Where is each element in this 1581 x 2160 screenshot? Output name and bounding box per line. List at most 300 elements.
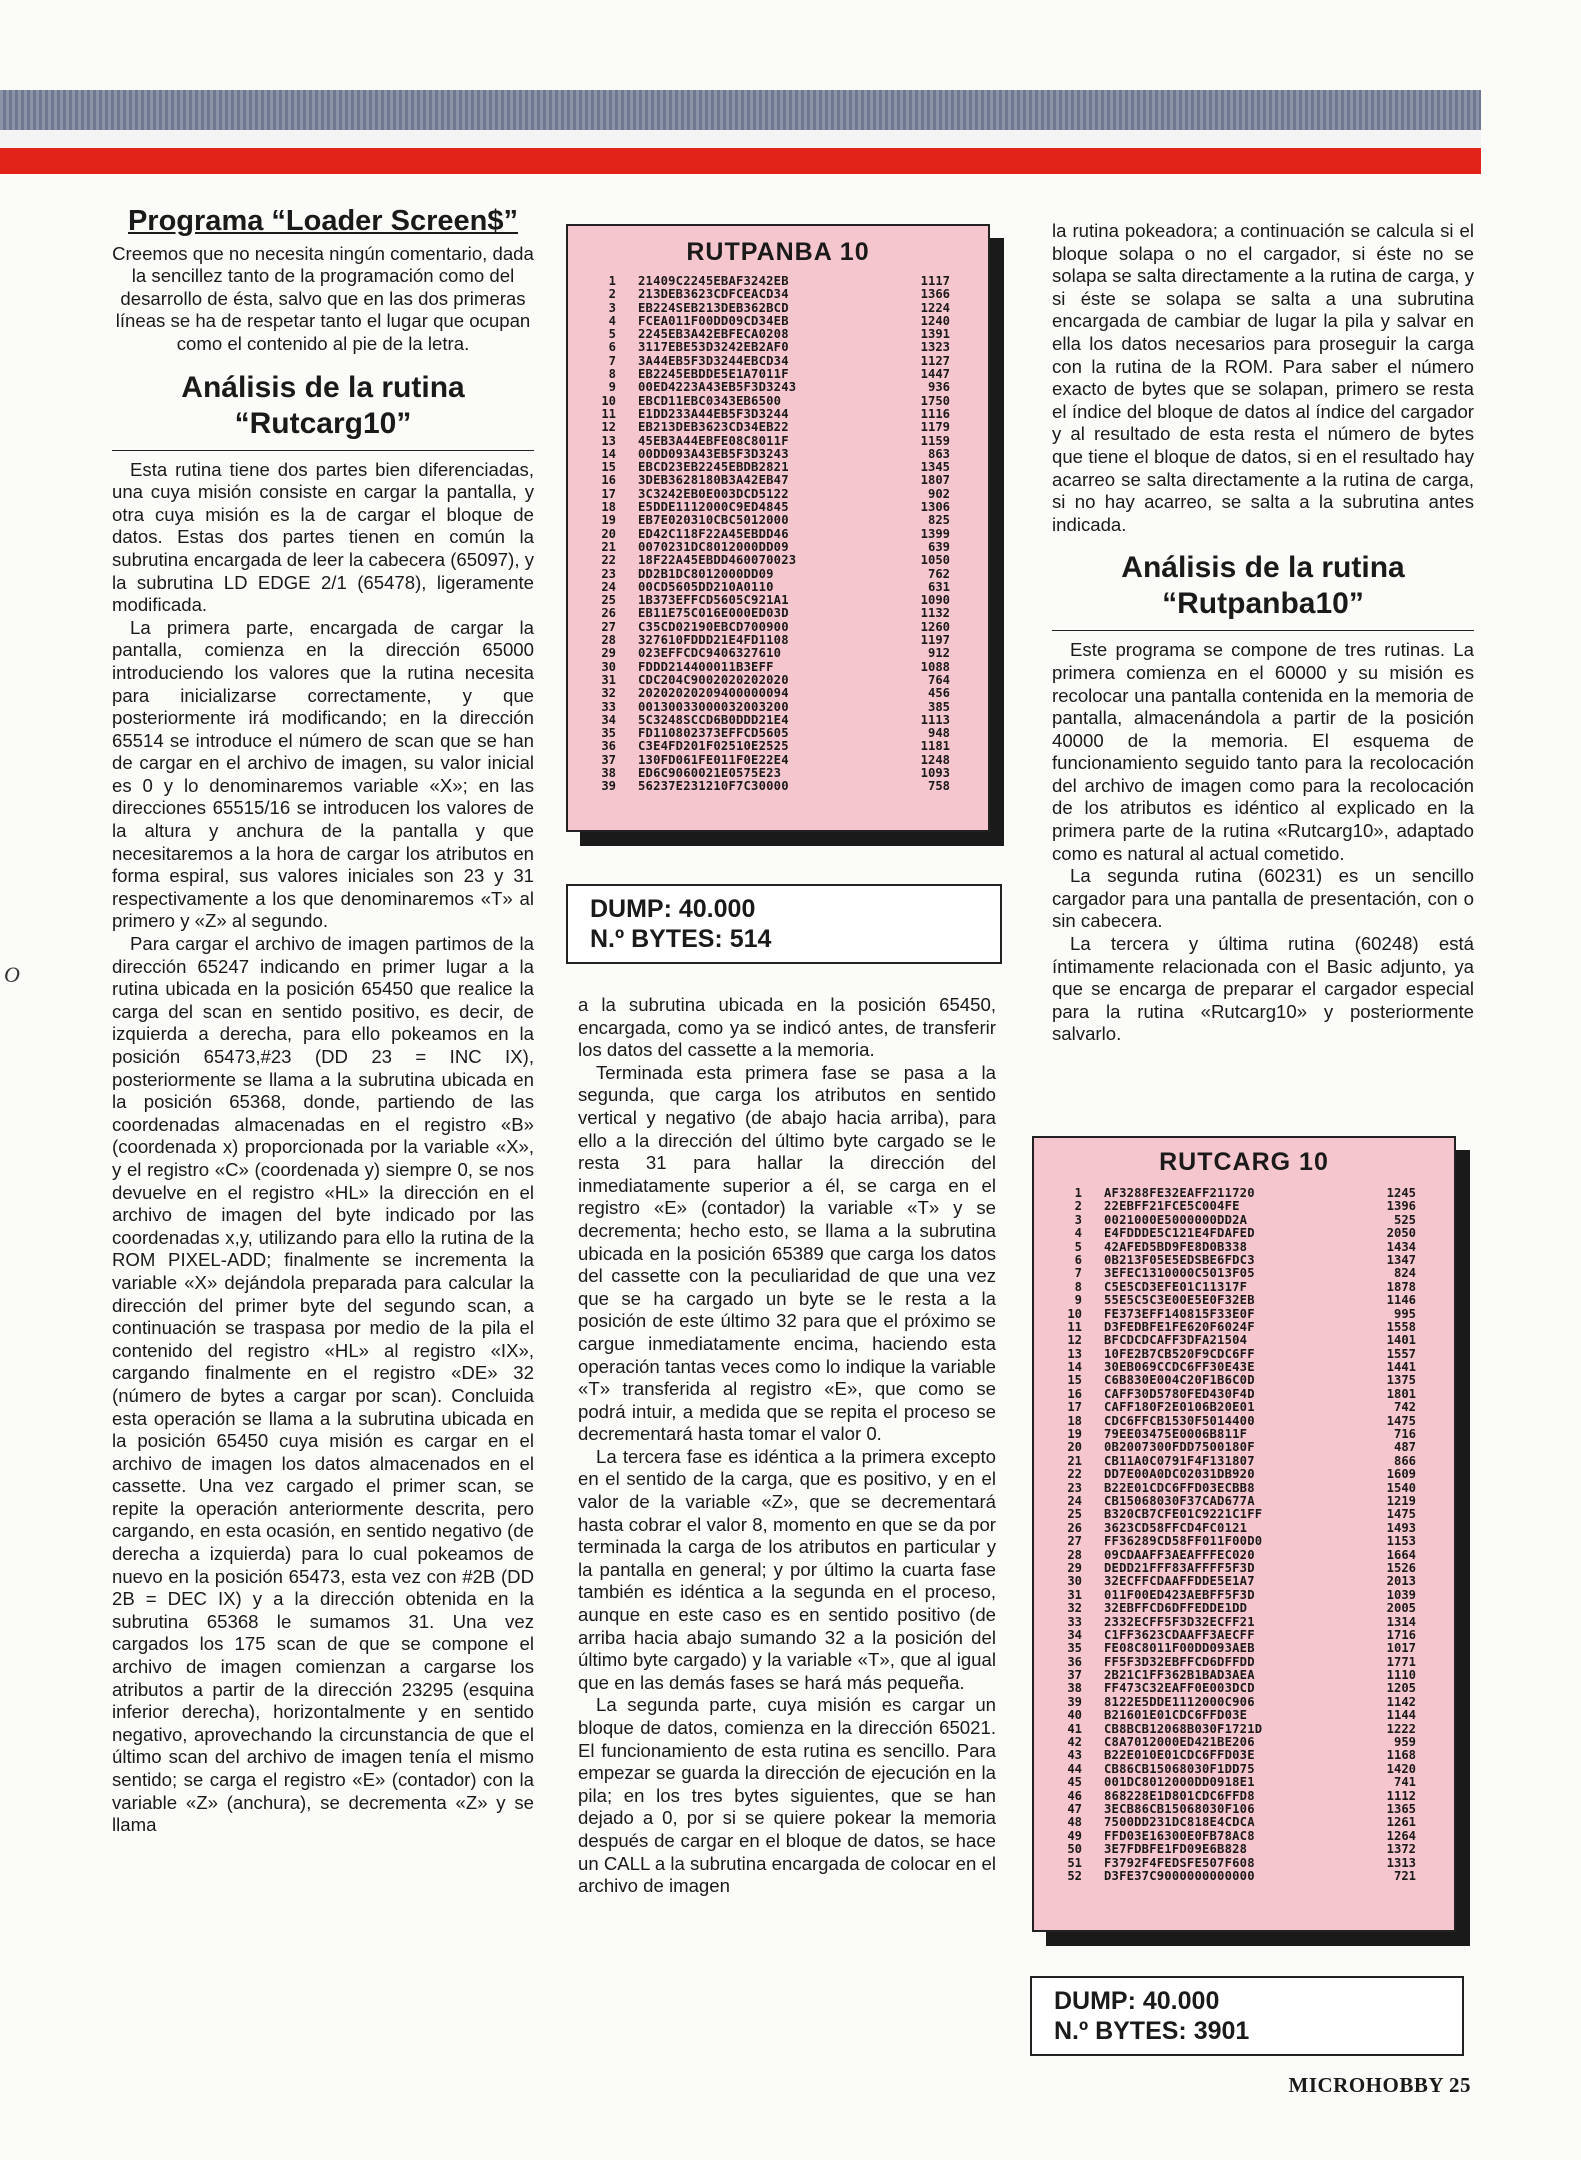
- line-number: 6: [1074, 1252, 1082, 1267]
- listing-line: [578, 661, 988, 674]
- line-number: 23: [1067, 1480, 1082, 1495]
- checksum: 758: [927, 779, 950, 794]
- hex-data: 00130033000032003200: [638, 699, 789, 714]
- listing-line: [1044, 1696, 1454, 1709]
- line-number: 28: [601, 633, 616, 648]
- checksum: 1222: [1386, 1721, 1416, 1736]
- line-number: 45: [1067, 1775, 1082, 1790]
- line-number: 25: [1067, 1507, 1082, 1522]
- checksum: 1306: [920, 500, 950, 515]
- line-number: 13: [1067, 1346, 1082, 1361]
- paragraph: La tercera fase es idéntica a la primera excepto en el sentido de la carga, que es positivo, y en el valor de la variable «Z», que se decrementará hasta cobrar el valor 8, momento en que se da por terminada la carga de los atributos en particular y la pantalla en general; y por último la cuarta fase también es idéntica a la segunda en el proceso, aunque en este caso es en sentido positivo (de arriba hacia abajo sumando 32 a la posición del último byte cargado) y la variable «T», que al igual que en las demás fases se hará más pequeña.: [578, 1445, 996, 1693]
- checksum: 762: [927, 566, 950, 581]
- hex-data: F3792F4FEDSFE507F608: [1104, 1855, 1255, 1870]
- hex-data: 18F22A45EBDD460070023: [638, 553, 797, 568]
- listing-line: [578, 461, 988, 474]
- hex-data: EB213DEB3623CD34EB22: [638, 420, 789, 435]
- line-number: 14: [1067, 1360, 1082, 1375]
- line-number: 7: [1074, 1266, 1082, 1281]
- hex-data: 00CD5605DD210A0110: [638, 579, 774, 594]
- hex-data: E4FDDDE5C121E4FDAFED: [1104, 1226, 1255, 1241]
- hex-data: BFCDCDCAFF3DFA21504: [1104, 1333, 1248, 1348]
- listing-line: [1044, 1549, 1454, 1562]
- hex-data: 3117EBE53D3242EB2AF0: [638, 340, 789, 355]
- line-number: 33: [601, 699, 616, 714]
- checksum: 1314: [1386, 1614, 1416, 1629]
- checksum: 1878: [1386, 1279, 1416, 1294]
- listing-line: [1044, 1642, 1454, 1655]
- listing-line: [578, 607, 988, 620]
- hex-data: E5DDE1112000C9ED4845: [638, 500, 789, 515]
- hex-data: 2B21C1FF362B1BAD3AEA: [1104, 1668, 1255, 1683]
- line-number: 8: [1074, 1279, 1082, 1294]
- checksum: 1447: [920, 367, 950, 382]
- hex-data: CAFF30D5780FED430F4D: [1104, 1386, 1255, 1401]
- checksum: 1146: [1386, 1293, 1416, 1308]
- checksum: 1807: [920, 473, 950, 488]
- paragraph: Para cargar el archivo de imagen partimos de la dirección 65247 indicando en primer lugar a la rutina ubicada en la posición 65450 que realice la carga del scan en sentido positivo, es decir, de izquierda a derecha, para ello pokeamos en la posición 65473,#23 (DD 23 = INC IX), posteriormente se llama a la subrutina ubicada en la posición 65368, donde, partiendo de las coordenadas almacenadas en el registro «B» (coordenada x) proporcionada por la variable «X», y el registro «C» (coordenada y) siempre 0, se nos devuelve en el registro «HL» la dirección en el archivo de imagen del byte indicado por las coordenadas x,y, utilizando para ello la rutina de la ROM PIXEL-ADD; finalmente se incrementa la variable «X» dejándola preparada para calcular la dirección del primer byte del segundo scan, a continuación se traspasa por medio de la pila el contenido del registro «HL» al registro «IX», cargando finalmente en el registro «DE» 32 (número de bytes a cargar por scan). Concluida esta operación se llama a la subrutina ubicada en la posición 65450 cuya misión es cargar en el archivo de imagen los datos almacenados en el cassette. Una vez cargado el primer scan, se repite la operación anteriormente descrita, pero cargando, en esta ocasión, en sentido negativo (de derecha a izquierda) para lo cual pokeamos de nuevo en la posición 65473, esta vez con #2B (DD 2B = DEC IX) y a la dirección obtenida en la subrutina 65368 le sumamos 31. Una vez cargados los 175 scan de que se compone el archivo de imagen comienzan a cargarse los atributos a partir de la dirección 23295 (esquina inferior derecha), horizontalmente y en sentido negativo, aprovechando la circunstancia de que el último scan del archivo de imagen tenía el mismo sentido; se carga el registro «E» (contador) con la variable «Z» (anchura), se decrementa «Z» y se llama: [112, 933, 534, 1836]
- checksum: 1127: [920, 353, 950, 368]
- listing-line: [1044, 1308, 1454, 1321]
- line-number: 37: [601, 752, 616, 767]
- line-number: 27: [601, 619, 616, 634]
- hex-data: FFD03E16300E0FB78AC8: [1104, 1828, 1255, 1843]
- checksum: 385: [927, 699, 950, 714]
- listing-line: [1044, 1428, 1454, 1441]
- checksum: 742: [1393, 1400, 1416, 1415]
- hex-data: FE08C8011F00DD093AEB: [1104, 1641, 1255, 1656]
- listing-line: [1044, 1227, 1454, 1240]
- paragraph: Terminada esta primera fase se pasa a la segunda, que carga los atributos en sentido vertical y negativo (de abajo hacia arriba), para ello a la dirección del último byte cargado se le resta 31 para hallar la dirección del inmediatamente superior a él, se carga en el registro «E» (contador) la variable «T» y se decrementa; hecho esto, se llama a la subrutina ubicada en la posición 65389 que carga los datos del cassette con la peculiaridad de que una vez que se ha cargado un byte se le resta a la posición de este último 32 para que el próximo se cargue inmediatamente encima, haciendo esta operación tantas veces como lo indique la variable «T» transferida al registro «E», que como se podrá intuir, a medida que se repita el proceso se decrementará hasta tomar el valor 0.: [578, 1061, 996, 1445]
- hex-data: 3623CD58FFCD4FC0121: [1104, 1520, 1248, 1535]
- line-number: 32: [601, 686, 616, 701]
- checksum: 1375: [1386, 1373, 1416, 1388]
- line-number: 38: [1067, 1681, 1082, 1696]
- hex-data: 20202020209400000094: [638, 686, 789, 701]
- hex-data: D3FEDBFE1FE620F6024F: [1104, 1319, 1255, 1334]
- line-number: 34: [601, 712, 616, 727]
- line-number: 4: [608, 313, 616, 328]
- hex-data: DD2B1DC8012000DD09: [638, 566, 774, 581]
- listing-line: [578, 395, 988, 408]
- listing-line: [1044, 1749, 1454, 1762]
- line-number: 39: [601, 779, 616, 794]
- checksum: 1399: [920, 526, 950, 541]
- hex-data: EB7E020310CBC5012000: [638, 513, 789, 528]
- checksum: 1219: [1386, 1493, 1416, 1508]
- hex-data: 327610FDDD21E4FD1108: [638, 633, 789, 648]
- hex-data: FDDD214400011B3EFF: [638, 659, 774, 674]
- hex-data: C3E4FD201F02510E2525: [638, 739, 789, 754]
- hex-data: 22EBFF21FCE5C004FE: [1104, 1199, 1240, 1214]
- checksum: 1801: [1386, 1386, 1416, 1401]
- listing-line: [1044, 1857, 1454, 1870]
- checksum: 1540: [1386, 1480, 1416, 1495]
- dump-box-rutpanba: [566, 884, 1002, 964]
- checksum: 1153: [1386, 1534, 1416, 1549]
- hex-data: 0B2007300FDD7500180F: [1104, 1440, 1255, 1455]
- checksum: 1142: [1386, 1694, 1416, 1709]
- line-number: 22: [601, 553, 616, 568]
- line-number: 1: [608, 274, 616, 288]
- listing-line: [578, 581, 988, 594]
- checksum: 912: [927, 646, 950, 661]
- column-middle: [578, 994, 996, 1898]
- checksum: 1365: [1386, 1801, 1416, 1816]
- checksum: 1366: [920, 287, 950, 302]
- dump-address: DUMP: 40.000: [1054, 1987, 1220, 2015]
- listing-line: [578, 315, 988, 328]
- hex-data: 55E5C5C3E00E5E0F32EB: [1104, 1293, 1255, 1308]
- hex-data: EB11E75C016E000ED03D: [638, 606, 789, 621]
- listing-line: [578, 594, 988, 607]
- checksum: 959: [1393, 1735, 1416, 1750]
- listing-line: [578, 435, 988, 448]
- listing-line: [1044, 1348, 1454, 1361]
- margin-mark: O: [4, 962, 20, 987]
- line-number: 15: [1067, 1373, 1082, 1388]
- listing-line: [1044, 1736, 1454, 1749]
- hex-data: 2245EB3A42EBFECA0208: [638, 327, 789, 342]
- line-number: 7: [608, 353, 616, 368]
- checksum: 1750: [920, 393, 950, 408]
- listing-line: [1044, 1468, 1454, 1481]
- checksum: 1420: [1386, 1761, 1416, 1776]
- line-number: 37: [1067, 1668, 1082, 1683]
- line-number: 15: [601, 460, 616, 475]
- line-number: 51: [1067, 1855, 1082, 1870]
- line-number: 42: [1067, 1735, 1082, 1750]
- checksum: 1090: [920, 593, 950, 608]
- hex-data: 32EBFFCD6DFFEDDE1DD: [1104, 1601, 1248, 1616]
- checksum: 1771: [1386, 1654, 1416, 1669]
- listing-line: [578, 408, 988, 421]
- line-number: 24: [601, 579, 616, 594]
- listing-line: [1044, 1441, 1454, 1454]
- line-number: 17: [1067, 1400, 1082, 1415]
- heading-rule: [112, 450, 534, 451]
- line-number: 35: [601, 726, 616, 741]
- listing-line: [1044, 1214, 1454, 1227]
- checksum: 1558: [1386, 1319, 1416, 1334]
- listing-rows: [1034, 1187, 1454, 1883]
- listing-line: [578, 621, 988, 634]
- line-number: 43: [1067, 1748, 1082, 1763]
- line-number: 25: [601, 593, 616, 608]
- line-number: 2: [1074, 1199, 1082, 1214]
- listing-line: [1044, 1870, 1454, 1883]
- hex-data: CDC204C9002020202020: [638, 672, 789, 687]
- hex-data: 213DEB3623CDFCEACD34: [638, 287, 789, 302]
- checksum: 2013: [1386, 1574, 1416, 1589]
- hex-data: 1B373EFFCD5605C921A1: [638, 593, 789, 608]
- listing-line: [1044, 1254, 1454, 1267]
- listing-line: [1044, 1629, 1454, 1642]
- line-number: 40: [1067, 1708, 1082, 1723]
- checksum: 1197: [920, 633, 950, 648]
- hex-data: CB15068030F37CAD677A: [1104, 1493, 1255, 1508]
- checksum: 936: [927, 380, 950, 395]
- hex-data: B22E01CDC6FFD03ECBB8: [1104, 1480, 1255, 1495]
- checksum: 863: [927, 446, 950, 461]
- paragraph: La segunda rutina (60231) es un sencillo cargador para una pantalla de presentación, con o sin cabecera.: [1052, 865, 1474, 932]
- listing-line: [578, 554, 988, 567]
- hex-data: C6B830E004C20F1B6C0D: [1104, 1373, 1255, 1388]
- listing-line: [578, 474, 988, 487]
- checksum: 716: [1393, 1427, 1416, 1442]
- listing-line: [578, 714, 988, 727]
- checksum: 1264: [1386, 1828, 1416, 1843]
- checksum: 1144: [1386, 1708, 1416, 1723]
- hex-data: 8122E5DDE1112000C906: [1104, 1694, 1255, 1709]
- line-number: 31: [1067, 1587, 1082, 1602]
- listing-line: [578, 488, 988, 501]
- hex-data: 023EFFCDC9406327610: [638, 646, 782, 661]
- hex-data: 00DD093A43EB5F3D3243: [638, 446, 789, 461]
- hex-data: 868228E1D801CDC6FFD8: [1104, 1788, 1255, 1803]
- checksum: 1260: [920, 619, 950, 634]
- listing-line: [1044, 1616, 1454, 1629]
- listing-line: [1044, 1522, 1454, 1535]
- listing-line: [1044, 1482, 1454, 1495]
- listing-line: [1044, 1508, 1454, 1521]
- listing-line: [578, 355, 988, 368]
- listing-line: [1044, 1321, 1454, 1334]
- hex-data: C5E5CD3EFE01C11317F: [1104, 1279, 1248, 1294]
- checksum: 1716: [1386, 1627, 1416, 1642]
- listing-line: [578, 328, 988, 341]
- listing-line: [1044, 1401, 1454, 1414]
- checksum: 1117: [920, 274, 950, 288]
- checksum: 1664: [1386, 1547, 1416, 1562]
- line-number: 19: [601, 513, 616, 528]
- listing-line: [1044, 1294, 1454, 1307]
- checksum: 948: [927, 726, 950, 741]
- checksum: 1112: [1386, 1788, 1416, 1803]
- checksum: 1609: [1386, 1467, 1416, 1482]
- checksum: 1347: [1386, 1252, 1416, 1267]
- checksum: 1132: [920, 606, 950, 621]
- checksum: 824: [1393, 1266, 1416, 1281]
- paragraph: a la subrutina ubicada en la posición 65450, encargada, como ya se indicó antes, de transferir los datos del cassette a la memoria.: [578, 994, 996, 1061]
- line-number: 11: [601, 406, 616, 421]
- listing-title: RUTCARG 10: [1159, 1148, 1329, 1176]
- checksum: 1248: [920, 752, 950, 767]
- listing-line: [1044, 1281, 1454, 1294]
- checksum: 866: [1393, 1453, 1416, 1468]
- checksum: 1017: [1386, 1641, 1416, 1656]
- checksum: 639: [927, 539, 950, 554]
- checksum: 1113: [920, 712, 950, 727]
- hex-data: 7500DD231DC818E4CDCA: [1104, 1815, 1255, 1830]
- checksum: 1159: [920, 433, 950, 448]
- hex-data: CB8BCB12068B030F1721D: [1104, 1721, 1263, 1736]
- hex-data: 3E7FDBFE1FD09E6B828: [1104, 1842, 1248, 1857]
- hex-data: 10FE2B7CB520F9CDC6FF: [1104, 1346, 1255, 1361]
- listing-line: [1044, 1388, 1454, 1401]
- listing-line: [1044, 1267, 1454, 1280]
- line-number: 41: [1067, 1721, 1082, 1736]
- line-number: 20: [601, 526, 616, 541]
- listing-line: [578, 780, 988, 793]
- hex-data: 0B213F05E5EDSBE6FDC3: [1104, 1252, 1255, 1267]
- listing-line: [1044, 1803, 1454, 1816]
- heading-rutpanba: Análisis de la rutina “Rutpanba10”: [1121, 551, 1405, 621]
- hex-data: 42AFED5BD9FE8D0B338: [1104, 1239, 1248, 1254]
- line-number: 27: [1067, 1534, 1082, 1549]
- line-number: 10: [1067, 1306, 1082, 1321]
- hex-data: C8A7012000ED421BE206: [1104, 1735, 1255, 1750]
- hex-data: FF473C32EAFF0E003DCD: [1104, 1681, 1255, 1696]
- listing-line: [1044, 1790, 1454, 1803]
- listing-line: [578, 448, 988, 461]
- hex-data: EB2245EBDDE5E1A7011F: [638, 367, 789, 382]
- checksum: 995: [1393, 1306, 1416, 1321]
- hex-data: ED42C118F22A45EBDD46: [638, 526, 789, 541]
- checksum: 1116: [920, 406, 950, 421]
- checksum: 721: [1393, 1868, 1416, 1883]
- checksum: 1313: [1386, 1855, 1416, 1870]
- hex-data: 3EFEC1310000C5013F05: [1104, 1266, 1255, 1281]
- hex-data: DEDD21FFF83AFFFF5F3D: [1104, 1560, 1255, 1575]
- listing-line: [578, 528, 988, 541]
- hex-data: E1DD233A44EB5F3D3244: [638, 406, 789, 421]
- line-number: 24: [1067, 1493, 1082, 1508]
- dump-address: DUMP: 40.000: [590, 895, 756, 923]
- hex-data: 09CDAAFF3AEAFFFEC020: [1104, 1547, 1255, 1562]
- listing-line: [578, 740, 988, 753]
- checksum: 1526: [1386, 1560, 1416, 1575]
- line-number: 44: [1067, 1761, 1082, 1776]
- line-number: 3: [1074, 1212, 1082, 1227]
- line-number: 29: [1067, 1560, 1082, 1575]
- line-number: 2: [608, 287, 616, 302]
- listing-line: [1044, 1241, 1454, 1254]
- hex-data: C1FF3623CDAAFF3AECFF: [1104, 1627, 1255, 1642]
- checksum: 1391: [920, 327, 950, 342]
- listing-line: [578, 288, 988, 301]
- checksum: 1110: [1386, 1668, 1416, 1683]
- line-number: 33: [1067, 1614, 1082, 1629]
- column-right: [1052, 220, 1474, 1046]
- checksum: 1557: [1386, 1346, 1416, 1361]
- line-number: 12: [1067, 1333, 1082, 1348]
- hex-data: 32ECFFCDAAFFDDE5E1A7: [1104, 1574, 1255, 1589]
- checksum: 825: [927, 513, 950, 528]
- hex-data: CAFF180F2E0106B20E01: [1104, 1400, 1255, 1415]
- listing-line: [1044, 1562, 1454, 1575]
- line-number: 32: [1067, 1601, 1082, 1616]
- line-number: 12: [601, 420, 616, 435]
- line-number: 13: [601, 433, 616, 448]
- checksum: 1088: [920, 659, 950, 674]
- checksum: 1224: [920, 300, 950, 315]
- listing-line: [1044, 1816, 1454, 1829]
- line-number: 47: [1067, 1801, 1082, 1816]
- line-number: 36: [601, 739, 616, 754]
- column-left: [112, 205, 534, 1837]
- line-number: 9: [608, 380, 616, 395]
- listing-rows: [568, 275, 988, 794]
- hex-data: EBCD23EB2245EBDB2821: [638, 460, 789, 475]
- hex-data: B21601E01CDC6FFD03E: [1104, 1708, 1248, 1723]
- checksum: 1240: [920, 313, 950, 328]
- checksum: 1372: [1386, 1842, 1416, 1857]
- header-stripe-grey: [0, 90, 1481, 130]
- line-number: 11: [1067, 1319, 1082, 1334]
- page-footer: MICROHOBBY 25: [1288, 2073, 1471, 2097]
- checksum: 631: [927, 579, 950, 594]
- listing-line: [578, 754, 988, 767]
- line-number: 9: [1074, 1293, 1082, 1308]
- intro-paragraph: Creemos que no necesita ningún comentario, dada la sencillez tanto de la programación como del desarrollo de ésta, salvo que en las dos primeras líneas se ha de respetar tanto el lugar que ocupan como el contenido al pie de la letra.: [112, 242, 534, 354]
- checksum: 1168: [1386, 1748, 1416, 1763]
- line-number: 5: [608, 327, 616, 342]
- listing-line: [578, 634, 988, 647]
- line-number: 8: [608, 367, 616, 382]
- hex-data: ED6C9060021E0575E23: [638, 765, 782, 780]
- hex-data: 3DEB3628180B3A42EB47: [638, 473, 789, 488]
- listing-line: [1044, 1682, 1454, 1695]
- checksum: 1323: [920, 340, 950, 355]
- hex-data: 79EE03475E0006B811F: [1104, 1427, 1248, 1442]
- listing-line: [1044, 1415, 1454, 1428]
- listing-line: [1044, 1602, 1454, 1615]
- checksum: 1434: [1386, 1239, 1416, 1254]
- hex-data: FD110802373EFFCD5605: [638, 726, 789, 741]
- checksum: 1401: [1386, 1333, 1416, 1348]
- checksum: 1261: [1386, 1815, 1416, 1830]
- listing-line: [1044, 1495, 1454, 1508]
- hex-data: 30EB069CCDC6FF30E43E: [1104, 1360, 1255, 1375]
- listing-title: RUTPANBA 10: [686, 238, 870, 266]
- checksum: 1441: [1386, 1360, 1416, 1375]
- listing-line: [1044, 1669, 1454, 1682]
- line-number: 39: [1067, 1694, 1082, 1709]
- line-number: 6: [608, 340, 616, 355]
- paragraph: La primera parte, encargada de cargar la pantalla, comienza en la dirección 65000 introduciendo los valores que la rutina necesita para inicializarse correctamente, y que posteriormente irá modificando; en la dirección 65514 se introduce el número de scan que se han de cargar en el archivo de imagen, su valor inicial es 0 y lo denominaremos variable «X»; en las direcciones 65515/16 se introducen los valores de la altura y anchura de la pantalla y que necesitaremos a la hora de cargar los atributos en forma espiral, sus valores iniciales son 23 y 31 respectivamente a los que denominaremos «T» al primero y «Z» al segundo.: [112, 616, 534, 932]
- hex-data: B320CB7CFE01C9221C1FF: [1104, 1507, 1263, 1522]
- line-number: 16: [1067, 1386, 1082, 1401]
- hex-data: C35CD02190EBCD700900: [638, 619, 789, 634]
- listing-line: [1044, 1656, 1454, 1669]
- listing-line: [1044, 1187, 1454, 1200]
- listing-line: [1044, 1200, 1454, 1213]
- listing-line: [578, 647, 988, 660]
- line-number: 10: [601, 393, 616, 408]
- checksum: 1181: [920, 739, 950, 754]
- checksum: 2005: [1386, 1601, 1416, 1616]
- line-number: 23: [601, 566, 616, 581]
- checksum: 902: [927, 486, 950, 501]
- line-number: 20: [1067, 1440, 1082, 1455]
- line-number: 50: [1067, 1842, 1082, 1857]
- paragraph: La segunda parte, cuya misión es cargar un bloque de datos, comienza en la dirección 65021. El funcionamiento de esta rutina es sencillo. Para empezar se guarda la dirección de ejecución en la pila; en los tres bytes siguientes, que se han dejado a 0, por si se quiere pokear la memoria después de cargar en el bloque de datos, se hace un CALL a la subrutina encargada de colocar en el archivo de imagen: [578, 1694, 996, 1897]
- hex-data: 011F00ED423AEBFF5F3D: [1104, 1587, 1255, 1602]
- listing-line: [578, 541, 988, 554]
- listing-line: [1044, 1455, 1454, 1468]
- hex-data: 0021000E5000000DD2A: [1104, 1212, 1248, 1227]
- listing-line: [578, 501, 988, 514]
- line-number: 19: [1067, 1427, 1082, 1442]
- listing-line: [578, 381, 988, 394]
- line-number: 4: [1074, 1226, 1082, 1241]
- line-number: 46: [1067, 1788, 1082, 1803]
- line-number: 31: [601, 672, 616, 687]
- hex-data: AF3288FE32EAFF211720: [1104, 1186, 1255, 1200]
- checksum: 525: [1393, 1212, 1416, 1227]
- listing-line: [578, 341, 988, 354]
